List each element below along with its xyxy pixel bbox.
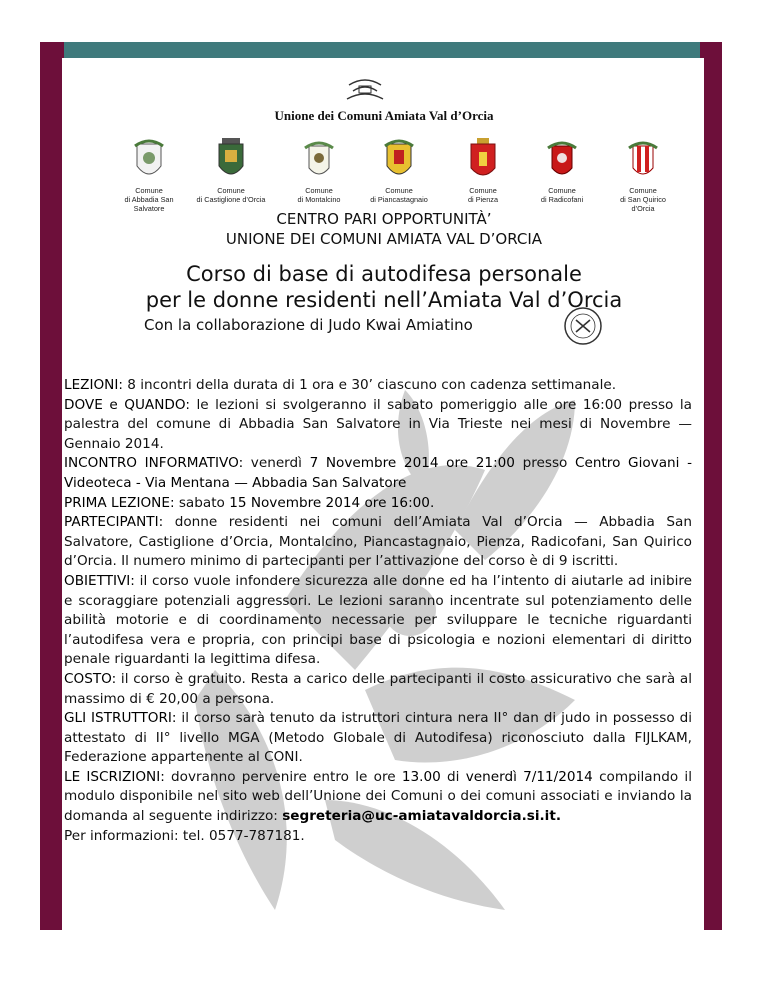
paragraph-partecipanti <box>64 513 692 572</box>
paragraph-istruttori <box>64 709 692 768</box>
crest-label-line1: Comune <box>217 186 245 195</box>
crest-label-line2: di San Quirico d’Orcia <box>620 195 666 213</box>
crest-label-line1: Comune <box>305 186 333 195</box>
paragraph-dove <box>64 396 692 455</box>
text-costo: il corso è gratuito. Resta a carico delle partecipanti il costo assicurativo che sarà al massimo di € 20,00 a persona. <box>64 670 692 707</box>
paragraph-incontro <box>64 454 692 493</box>
text-obiettivi: il corso vuole infondere sicurezza alle donne ed ha l’intento di aiutarle ad inibire e scoraggiare potenziali aggressori. Le lezioni saranno incentrate sul potenziamento delle abilità motorie e di coordinamento necessarie per sviluppare le tecniche riguardanti l’autodifesa vera e propria, con principi base di psicologia e nozioni elementari di diritto penale riguardanti la legittima difesa. <box>64 572 692 668</box>
crest-montalcino <box>284 138 354 204</box>
center-title-line1: CENTRO PARI OPPORTUNITÀ’ <box>276 210 492 228</box>
label-dove: DOVE e QUANDO: <box>64 396 190 413</box>
label-incontro: INCONTRO INFORMATIVO: <box>64 455 244 472</box>
crest-label-line2: di Montalcino <box>297 195 341 204</box>
crest-abbadia <box>114 138 184 213</box>
abbadia-crest-icon <box>131 138 167 182</box>
course-title-line2: per le donne residenti nell’Amiata Val d’Orcia <box>145 288 623 312</box>
paragraph-iscrizioni <box>64 768 692 827</box>
text-lezioni: 8 incontri della durata di 1 ora e 30’ ciascuno con cadenza settimanale. <box>122 377 617 393</box>
label-costo: COSTO: <box>64 670 117 687</box>
label-iscrizioni: LE ISCRIZIONI: <box>64 768 165 785</box>
paragraph-obiettivi <box>64 572 692 670</box>
union-logo-icon <box>345 75 385 105</box>
course-title-line1: Corso di base di autodifesa personale <box>186 262 582 286</box>
judo-club-logo-icon <box>560 305 606 347</box>
iscrizioni-date: venerdì 7/11/2014 <box>465 768 593 785</box>
collaboration-line: Con la collaborazione di Judo Kwai Amiatino <box>144 316 473 334</box>
crest-piancastagnaio <box>364 138 434 204</box>
paragraph-costo <box>64 670 692 709</box>
crest-radicofani <box>527 138 597 204</box>
text-prima: sabato <box>174 494 230 511</box>
paragraph-lezioni <box>64 376 692 396</box>
incontro-date: 7 Novembre 2014 ore 21:00 <box>309 455 515 472</box>
crest-label-line1: Comune <box>135 186 163 195</box>
label-obiettivi: OBIETTIVI: <box>64 572 135 589</box>
incontro-place: Centro Giovani - Videoteca - Via Mentana — Abbadia San Salvatore <box>64 455 692 491</box>
crest-label-line1: Comune <box>385 186 413 195</box>
radicofani-crest-icon <box>544 138 580 182</box>
san-quirico-crest-icon <box>625 138 661 182</box>
crest-label-line2: di Pienza <box>467 195 499 204</box>
crest-label-line2: di Radicofani <box>540 195 584 204</box>
text-iscrizioni-3: compilando il modulo disponibile nel sito web dell’Unione dei Comuni o dei comuni associati e inviando la domanda al seguente indirizzo: <box>64 768 692 825</box>
paragraph-info <box>64 827 692 847</box>
label-prima: PRIMA LEZIONE: <box>64 494 175 511</box>
crest-label-line1: Comune <box>548 186 576 195</box>
center-title-line2: UNIONE DEI COMUNI AMIATA VAL D’ORCIA <box>225 230 543 248</box>
iscrizioni-time: 13.00 <box>401 768 441 785</box>
crest-pienza <box>448 138 518 204</box>
body-text <box>64 376 692 846</box>
crest-castiglione <box>196 138 266 204</box>
crest-label-line2: di Abbadia San Salvatore <box>124 195 174 213</box>
iscrizioni-email-link[interactable]: segreteria@uc-amiatavaldorcia.si.it. <box>282 808 561 825</box>
label-lezioni: LEZIONI: <box>64 377 123 393</box>
montalcino-crest-icon <box>301 138 337 182</box>
castiglione-crest-icon <box>213 138 249 182</box>
piancastagnaio-crest-icon <box>381 138 417 182</box>
crest-label-line2: di Piancastagnaio <box>370 195 428 204</box>
union-title: Unione dei Comuni Amiata Val d’Orcia <box>274 108 494 123</box>
paragraph-prima <box>64 494 692 514</box>
label-partecipanti: PARTECIPANTI: <box>64 514 164 531</box>
crest-san-quirico <box>608 138 678 213</box>
text-iscrizioni-1: dovranno pervenire entro le ore <box>164 768 402 785</box>
prima-date: 15 Novembre 2014 ore 16:00. <box>229 494 435 511</box>
crest-label-line2: di Castiglione d’Orcia <box>196 195 266 204</box>
text-incontro-1: venerdì <box>243 455 310 472</box>
text-dove: le lezioni si svolgeranno il sabato pomeriggio alle ore 16:00 presso la palestra del comune di Abbadia San Salvatore in Via Trieste nei mesi di Novembre — Gennaio 2014. <box>64 396 692 452</box>
text-iscrizioni-2: di <box>440 768 466 785</box>
text-istruttori: il corso sarà tenuto da istruttori cintura nera II° dan di judo in possesso di attestato di II° livello MGA (Metodo Globale di Autodifesa) riconosciuto dalla FIJLKAM, Federazione appartenente al CONI. <box>64 710 692 766</box>
text-partecipanti: donne residenti nei comuni dell’Amiata Val d’Orcia — Abbadia San Salvatore, Castiglione d’Orcia, Montalcino, Piancastagnaio, Pienza, Radicofani, San Quirico d’Orcia. Il numero minimo di partecipanti per l’attivazione del corso è di 9 iscritti. <box>64 514 692 570</box>
crest-label-line1: Comune <box>469 186 497 195</box>
text-incontro-2: presso <box>514 455 575 472</box>
text-per-informazioni: Per informazioni: tel. 0577-787181. <box>64 827 305 844</box>
label-istruttori: GLI ISTRUTTORI: <box>64 710 177 727</box>
crest-label-line1: Comune <box>629 186 657 195</box>
left-maroon-band <box>40 42 64 930</box>
pienza-crest-icon <box>465 138 501 182</box>
